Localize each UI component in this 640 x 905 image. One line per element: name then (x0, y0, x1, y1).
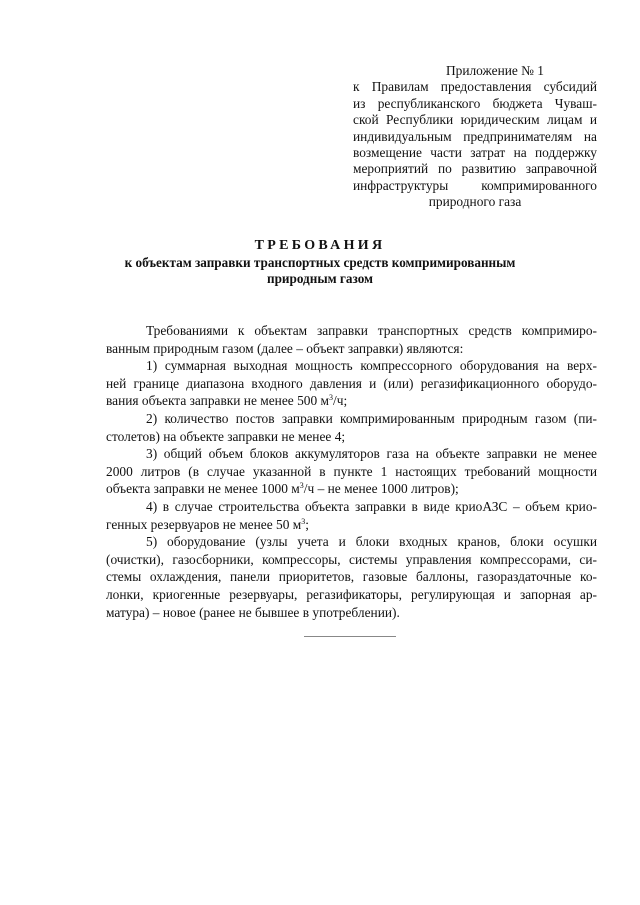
appendix-line: индивидуальным предпринимателям на (353, 128, 597, 144)
document-title: ТРЕБОВАНИЯ (254, 238, 386, 253)
body-line: матура) – новое (ранее не бывшее в употреблении). (106, 604, 400, 620)
body-line: 4) в случае строительства объекта заправки в виде криоАЗС – объем крио- (146, 498, 597, 514)
body-text: /ч; (333, 393, 348, 409)
body-line: 5) оборудование (узлы учета и блоки входных кранов, блоки осушки (146, 534, 597, 550)
superscript: 3 (329, 393, 333, 403)
body-line: 2) количество постов заправки компримированным природным газом (пи- (146, 410, 597, 426)
body-text: генных резервуаров не менее 50 м (106, 516, 302, 532)
body-line: столетов) на объекте заправки не менее 4; (106, 428, 346, 444)
appendix-line: инфраструктуры компримированного (353, 177, 597, 193)
superscript: 3 (301, 516, 306, 526)
appendix-last-line: природного газа (428, 194, 522, 210)
body-line: (очистки), газосборники, компрессоры, системы управления компрессорами, си- (106, 551, 597, 567)
body-line (106, 480, 597, 498)
body-line: 1) суммарная выходная мощность компрессорного оборудования на верх- (146, 358, 597, 374)
body-text: вания объекта заправки не менее 500 м (106, 393, 329, 409)
appendix-line: к Правилам предоставления субсидий (353, 79, 597, 95)
body-line: ванным природным газом (далее – объект заправки) являются: (106, 340, 464, 356)
superscript: 3 (299, 481, 304, 491)
body-text: /ч – не менее 1000 литров); (303, 481, 459, 497)
body-line: Требованиями к объектам заправки транспортных средств компримиро- (146, 323, 597, 338)
body-line: 3) общий объем блоков аккумуляторов газа на объекте заправки не менее (146, 446, 597, 462)
body-line: стемы охлаждения, панели приоритетов, газовые баллоны, газораздаточные ко- (106, 569, 597, 585)
body-line: 2000 литров (в случае указанной в пункте 1 настоящих требований мощности (106, 463, 597, 479)
appendix-number: Приложение № 1 (445, 63, 545, 78)
appendix-line: ской Республики юридическим лицам и (353, 112, 597, 128)
appendix-line: мероприятий по развитию заправочной (353, 161, 597, 177)
document-subtitle-line: к объектам заправки транспортных средств компримированным (124, 255, 516, 270)
appendix-line: из республиканского бюджета Чуваш- (353, 95, 597, 111)
document-subtitle-line: природным газом (266, 271, 374, 286)
body-line: лонки, криогенные резервуары, регазификаторы, регулирующая и запорная ар- (106, 586, 597, 602)
requirements-body (106, 322, 597, 621)
body-text: объекта заправки не менее 1000 м (106, 481, 300, 497)
appendix-block (353, 63, 597, 211)
body-line (106, 392, 597, 410)
body-text: ; (305, 516, 309, 532)
body-line: ней границе диапазона входного давления и (или) регазификационного оборудо- (106, 375, 597, 391)
appendix-line: возмещение части затрат на поддержку (353, 145, 597, 161)
body-line (106, 516, 597, 534)
end-separator-line (304, 636, 396, 637)
